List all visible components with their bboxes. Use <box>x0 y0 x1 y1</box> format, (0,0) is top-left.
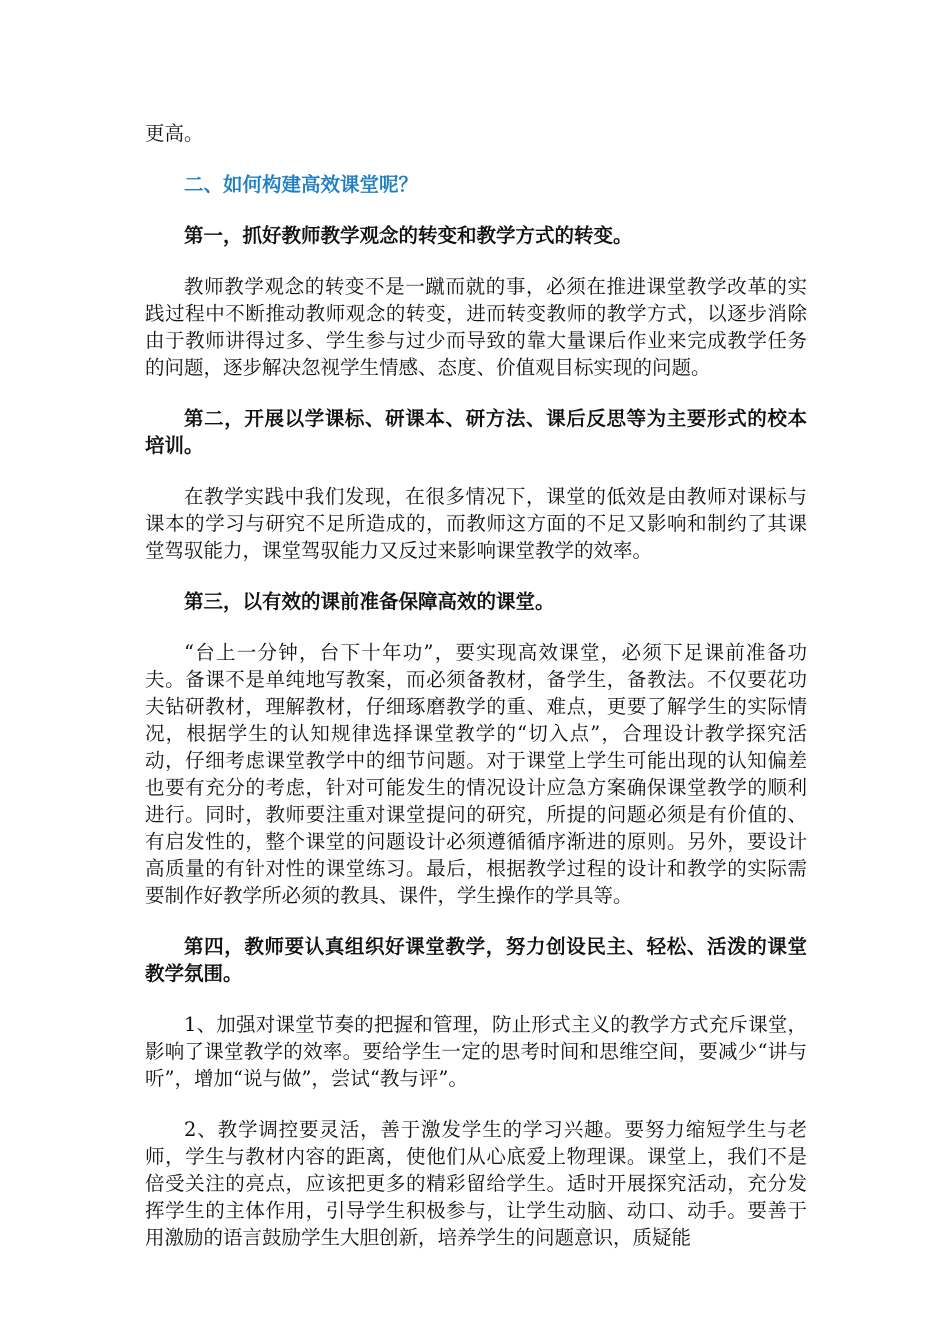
paragraph-fourth-item-1: 1、加强对课堂节奏的把握和管理，防止形式主义的教学方式充斥课堂，影响了课堂教学的效率。要给学生一定的思考时间和思维空间，要减少“讲与听”，增加“说与做”，尝试“教与评”。 <box>145 1013 807 1090</box>
paragraph-third: “台上一分钟，台下十年功”，要实现高效课堂，必须下足课前准备功夫。备课不是单纯地写教案，而必须备教材，备学生，备教法。不仅要花功夫钻研教材，理解教材，仔细琢磨教学的重、难点，更要了解学生的实际情况，根据学生的认知规律选择课堂教学的“切入点”，合理设计教学探究活动，仔细考虑课堂教学中的细节问题。对于课堂上学生可能出现的认知偏差也要有充分的考虑，针对可能发生的情况设计应急方案确保课堂教学的顺利进行。同时，教师要注重对课堂提问的研究，所提的问题必须是有价值的、有启发性的，整个课堂的问题设计必须遵循循序渐进的原则。另外，要设计高质量的有针对性的课堂练习。最后，根据教学过程的设计和教学的实际需要制作好教学所必须的教具、课件，学生操作的学具等。 <box>145 641 807 907</box>
heading-third: 第三，以有效的课前准备保障高效的课堂。 <box>184 590 555 613</box>
heading-second: 第二，开展以学课标、研课本、研方法、课后反思等为主要形式的校本培训。 <box>145 407 807 457</box>
section-title: 二、如何构建高效课堂呢？ <box>184 173 419 196</box>
paragraph-fourth-item-2: 2、教学调控要灵活，善于激发学生的学习兴趣。要努力缩短学生与老师，学生与教材内容的距离，使他们从心底爱上物理课。课堂上，我们不是倍受关注的亮点，应该把更多的精彩留给学生。适时开展探究活动，充分发挥学生的主体作用，引导学生积极参与，让学生动脑、动口、动手。要善于用激励的语言鼓励学生大胆创新，培养学生的问题意识，质疑能 <box>145 1118 807 1249</box>
paragraph-first: 教师教学观念的转变不是一蹴而就的事，必须在推进课堂教学改革的实践过程中不断推动教师观念的转变，进而转变教师的教学方式，以逐步消除由于教师讲得过多、学生参与过少而导致的靠大量课后作业来完成教学任务的问题，逐步解决忽视学生情感、态度、价值观目标实现的问题。 <box>145 275 807 379</box>
document-page <box>145 120 807 1251</box>
paragraph-second: 在教学实践中我们发现，在很多情况下，课堂的低效是由教师对课标与课本的学习与研究不足所造成的，而教师这方面的不足又影响和制约了其课堂驾驭能力，课堂驾驭能力又反过来影响课堂教学的效率。 <box>145 485 807 562</box>
heading-fourth: 第四，教师要认真组织好课堂教学，努力创设民主、轻松、活泼的课堂教学氛围。 <box>145 935 807 985</box>
heading-first: 第一，抓好教师教学观念的转变和教学方式的转变。 <box>184 224 633 247</box>
continuation-text: 更高。 <box>145 122 204 145</box>
